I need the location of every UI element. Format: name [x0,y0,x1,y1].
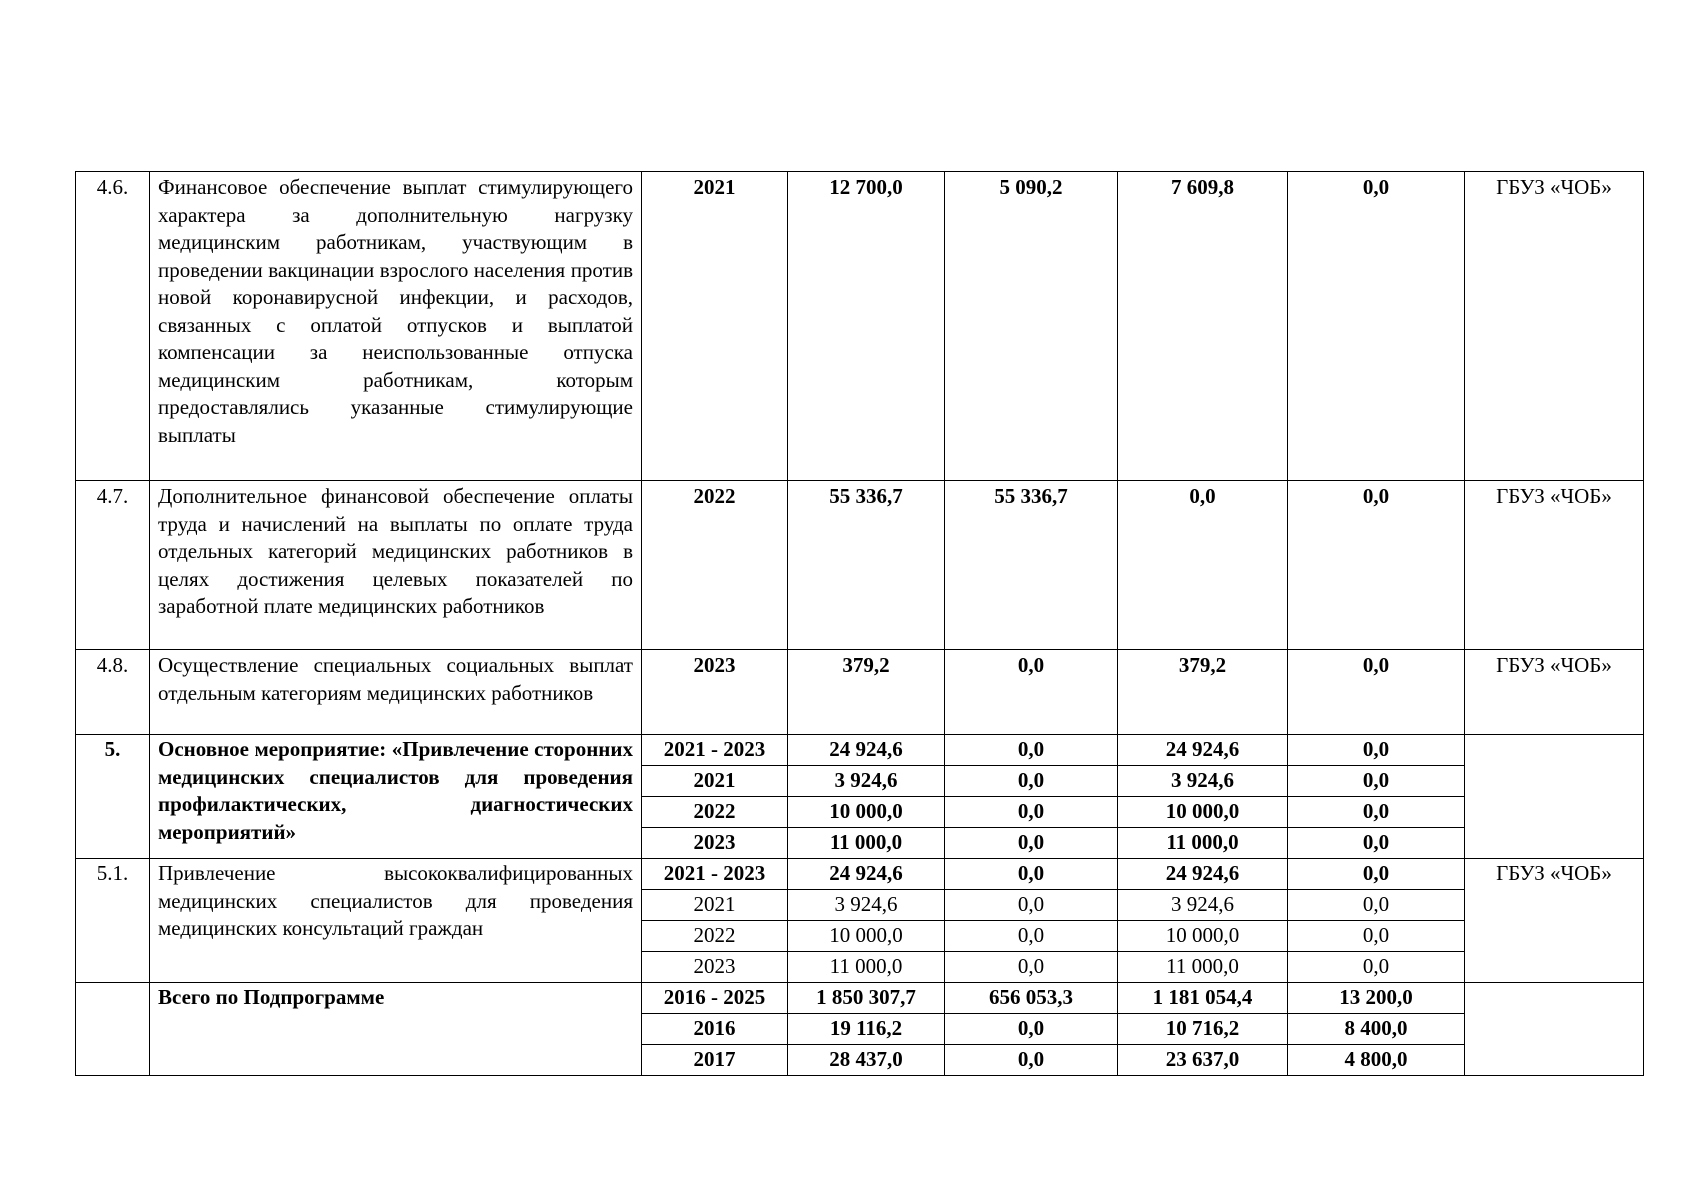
row-number: 4.7. [76,481,150,650]
value-cell: 24 924,6 [1118,859,1288,890]
value-cell: 55 336,7 [945,481,1118,650]
value-cell: 0,0 [945,890,1118,921]
row-description: Финансовое обеспечение выплат стимулирующего характера за дополнительную нагрузку медицинским работникам, участвующим в проведении вакцинации взрослого населения против новой коронавирусной инфекции, и расходов, связанных с оплатой отпусков и выплатой компенсации за неиспользованные отпуска медицинским работникам, которым предоставлялись указанные стимулирующие выплаты [150,172,642,481]
value-cell: 0,0 [1288,859,1465,890]
value-cell: 0,0 [945,952,1118,983]
value-cell: 5 090,2 [945,172,1118,481]
row-number [76,983,150,1076]
value-cell: 0,0 [1288,921,1465,952]
value-cell: 0,0 [945,766,1118,797]
executor-cell: ГБУЗ «ЧОБ» [1465,481,1644,650]
value-cell: 656 053,3 [945,983,1118,1014]
total-cell: 11 000,0 [788,952,945,983]
budget-table [75,171,1644,1076]
row-number: 5.1. [76,859,150,983]
row-number: 4.6. [76,172,150,481]
value-cell: 0,0 [1288,952,1465,983]
value-cell: 0,0 [945,797,1118,828]
value-cell: 0,0 [945,828,1118,859]
value-cell: 0,0 [1288,797,1465,828]
value-cell: 3 924,6 [1118,766,1288,797]
table-row [76,650,1644,735]
value-cell: 0,0 [1288,828,1465,859]
value-cell: 0,0 [1288,481,1465,650]
value-cell: 379,2 [1118,650,1288,735]
value-cell: 24 924,6 [1118,735,1288,766]
executor-cell: ГБУЗ «ЧОБ» [1465,172,1644,481]
total-label: Всего по Подпрограмме [150,983,642,1076]
total-cell: 11 000,0 [788,828,945,859]
total-cell: 3 924,6 [788,890,945,921]
value-cell: 7 609,8 [1118,172,1288,481]
year-cell: 2021 - 2023 [642,859,788,890]
value-cell: 10 000,0 [1118,797,1288,828]
value-cell: 23 637,0 [1118,1045,1288,1076]
table-row [76,859,1644,890]
table-row [76,983,1644,1014]
value-cell: 0,0 [945,650,1118,735]
value-cell: 0,0 [945,1045,1118,1076]
row-description: Дополнительное финансовой обеспечение оплаты труда и начислений на выплаты по оплате труда отдельных категорий медицинских работников в целях достижения целевых показателей по заработной плате медицинских работников [150,481,642,650]
value-cell: 0,0 [1118,481,1288,650]
total-cell: 24 924,6 [788,735,945,766]
year-cell: 2021 [642,890,788,921]
total-cell: 1 850 307,7 [788,983,945,1014]
value-cell: 3 924,6 [1118,890,1288,921]
value-cell: 0,0 [1288,735,1465,766]
executor-cell: ГБУЗ «ЧОБ» [1465,650,1644,735]
year-cell: 2023 [642,650,788,735]
total-cell: 55 336,7 [788,481,945,650]
total-cell: 12 700,0 [788,172,945,481]
value-cell: 10 716,2 [1118,1014,1288,1045]
year-cell: 2017 [642,1045,788,1076]
year-cell: 2016 [642,1014,788,1045]
total-cell: 28 437,0 [788,1045,945,1076]
total-cell: 24 924,6 [788,859,945,890]
value-cell: 0,0 [1288,172,1465,481]
table-row [76,735,1644,766]
value-cell: 10 000,0 [1118,921,1288,952]
total-cell: 379,2 [788,650,945,735]
value-cell: 11 000,0 [1118,952,1288,983]
row-description: Основное мероприятие: «Привлечение сторонних медицинских специалистов для проведения профилактических, диагностических мероприятий» [150,735,642,859]
row-number: 5. [76,735,150,859]
year-cell: 2022 [642,481,788,650]
value-cell: 0,0 [945,735,1118,766]
total-cell: 10 000,0 [788,797,945,828]
value-cell: 13 200,0 [1288,983,1465,1014]
year-cell: 2023 [642,828,788,859]
year-cell: 2022 [642,797,788,828]
year-cell: 2016 - 2025 [642,983,788,1014]
row-number: 4.8. [76,650,150,735]
value-cell: 11 000,0 [1118,828,1288,859]
year-cell: 2021 [642,766,788,797]
year-cell: 2021 [642,172,788,481]
value-cell: 0,0 [1288,766,1465,797]
table-row [76,481,1644,650]
value-cell: 0,0 [1288,890,1465,921]
executor-cell: ГБУЗ «ЧОБ» [1465,859,1644,983]
year-cell: 2021 - 2023 [642,735,788,766]
year-cell: 2023 [642,952,788,983]
value-cell: 0,0 [945,859,1118,890]
total-cell: 19 116,2 [788,1014,945,1045]
value-cell: 8 400,0 [1288,1014,1465,1045]
value-cell: 0,0 [1288,650,1465,735]
value-cell: 0,0 [945,921,1118,952]
executor-cell [1465,983,1644,1076]
value-cell: 1 181 054,4 [1118,983,1288,1014]
total-cell: 10 000,0 [788,921,945,952]
value-cell: 0,0 [945,1014,1118,1045]
row-description: Привлечение высококвалифицированных медицинских специалистов для проведения медицинских консультаций граждан [150,859,642,983]
value-cell: 4 800,0 [1288,1045,1465,1076]
total-cell: 3 924,6 [788,766,945,797]
executor-cell [1465,735,1644,859]
table-row [76,172,1644,481]
year-cell: 2022 [642,921,788,952]
row-description: Осуществление специальных социальных выплат отдельным категориям медицинских работников [150,650,642,735]
